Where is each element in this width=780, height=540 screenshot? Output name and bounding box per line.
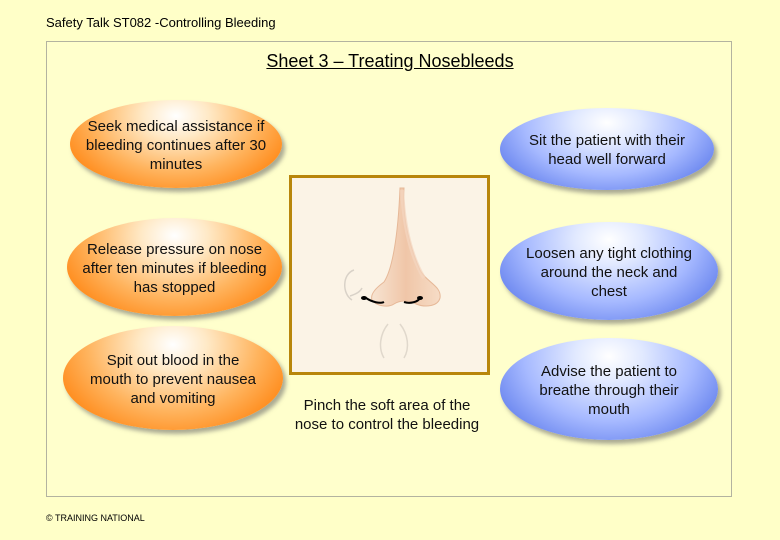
- nose-illustration-frame: [289, 175, 490, 375]
- spit-out-text: Spit out blood in the mouth to prevent nausea and vomiting: [90, 351, 256, 407]
- sit-patient-text: Sit the patient with their head well forward: [529, 132, 685, 168]
- sheet-title: Sheet 3 – Treating Nosebleeds: [266, 51, 514, 71]
- loosen-clothing-text: Loosen any tight clothing around the neck and chest: [526, 244, 692, 300]
- spit-out-bubble: [63, 326, 283, 430]
- nose-shape: [372, 188, 441, 306]
- copyright-footer: © TRAINING NATIONAL: [46, 513, 145, 523]
- loosen-clothing-bubble: [500, 222, 718, 320]
- nose-illustration: [292, 178, 487, 372]
- release-pressure-bubble: [67, 218, 282, 316]
- document-header: Safety Talk ST082 -Controlling Bleeding: [46, 15, 276, 30]
- seek-medical-text: Seek medical assistance if bleeding continues after 30 minutes: [85, 117, 267, 173]
- release-pressure-text: Release pressure on nose after ten minutes if bleeding has stopped: [82, 240, 267, 296]
- advise-breathe-bubble: [500, 338, 718, 440]
- sit-patient-bubble: [500, 108, 714, 190]
- advise-breathe-text: Advise the patient to breathe through their mouth: [539, 362, 679, 418]
- seek-medical-bubble: [70, 100, 282, 188]
- pinch-instruction: Pinch the soft area of the nose to control the bleeding: [294, 397, 480, 433]
